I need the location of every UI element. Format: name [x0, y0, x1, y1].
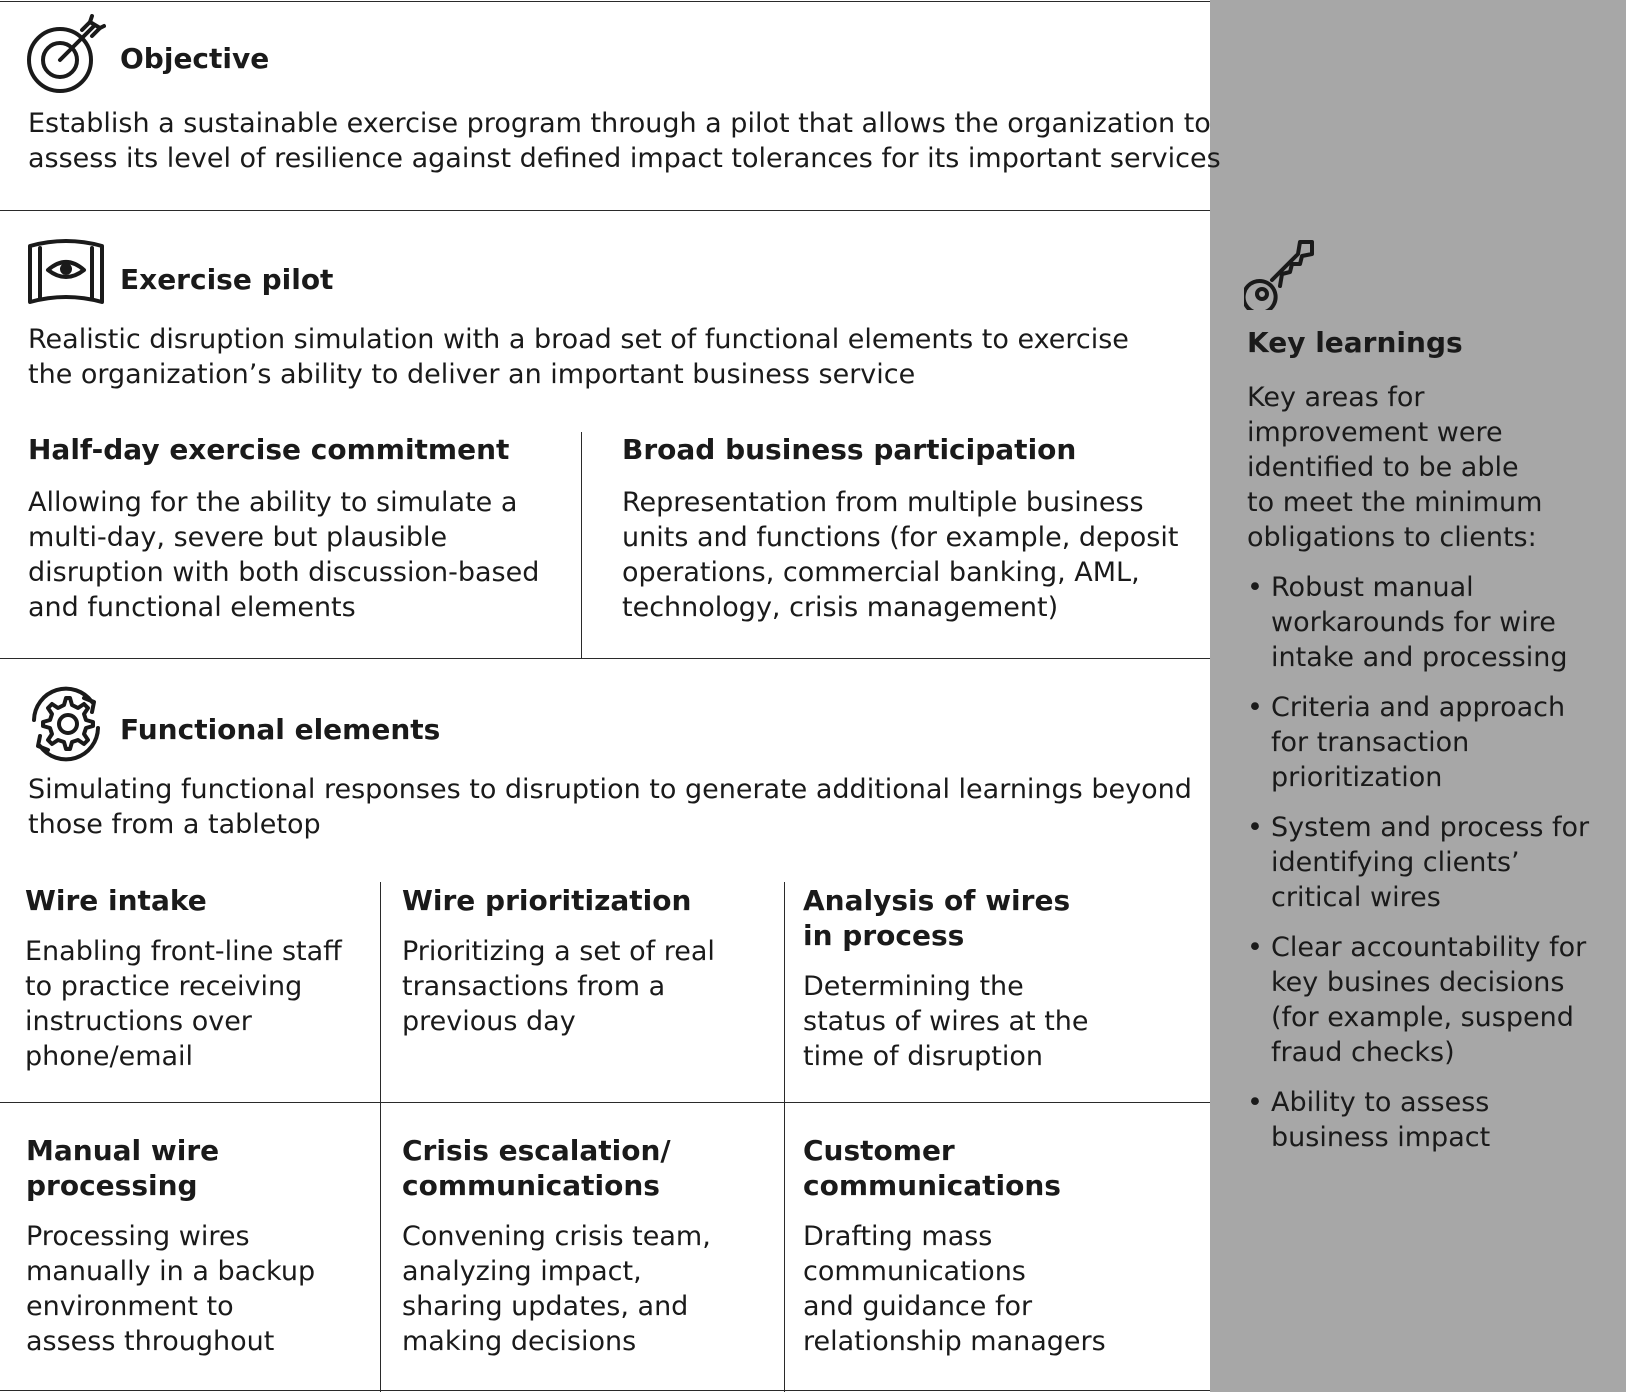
- participation-line: units and functions (for example, deposit: [622, 522, 1179, 553]
- wire-prioritization-description: [402, 934, 715, 1039]
- crisis-escalation-description: [402, 1219, 711, 1359]
- wire-intake-title: [25, 883, 207, 918]
- intro-line: to meet the minimum: [1247, 487, 1543, 518]
- list-item: [1247, 690, 1607, 795]
- key-learnings-title: Key learnings: [1247, 326, 1463, 359]
- objective-line: assess its level of resilience against defined impact tolerances for its important services: [28, 143, 1221, 174]
- bullet-icon: •: [1247, 572, 1263, 603]
- cell-line: instructions over: [25, 1006, 252, 1037]
- broad-participation-title: Broad business participation: [622, 433, 1077, 466]
- cell-title-line: Crisis escalation/: [402, 1134, 671, 1167]
- cell-line: to practice receiving: [25, 971, 303, 1002]
- list-item: [1247, 570, 1607, 675]
- item-line: fraud checks): [1271, 1037, 1455, 1068]
- top-rule: [0, 1, 1210, 2]
- objective-line: Establish a sustainable exercise program through a pilot that allows the organization to: [28, 108, 1211, 139]
- participation-line: operations, commercial banking, AML,: [622, 557, 1140, 588]
- cell-title-line: Analysis of wires: [803, 884, 1071, 917]
- half-day-line: and functional elements: [28, 592, 356, 623]
- item-line: identifying clients’: [1271, 847, 1520, 878]
- cell-line: Prioritizing a set of real: [402, 936, 715, 967]
- analysis-of-wires-title: [803, 883, 1070, 953]
- cell-line: and guidance for: [803, 1291, 1033, 1322]
- cell-title-line: communications: [803, 1169, 1061, 1202]
- bullet-icon: •: [1247, 812, 1263, 843]
- intro-line: Key areas for: [1247, 382, 1425, 413]
- cell-line: analyzing impact,: [402, 1256, 642, 1287]
- divider-cells: [0, 1102, 1210, 1103]
- item-line: workarounds for wire: [1271, 607, 1556, 638]
- list-item: [1247, 930, 1607, 1070]
- wire-prioritization-title: [402, 883, 691, 918]
- pilot-column-divider: [581, 432, 582, 658]
- intro-line: identified to be able: [1247, 452, 1519, 483]
- half-day-line: Allowing for the ability to simulate a: [28, 487, 518, 518]
- item-line: prioritization: [1271, 762, 1443, 793]
- item-line: Robust manual: [1271, 572, 1474, 603]
- wire-intake-description: [25, 934, 342, 1074]
- participation-line: Representation from multiple business: [622, 487, 1144, 518]
- item-line: Clear accountability for: [1271, 932, 1587, 963]
- bullet-icon: •: [1247, 932, 1263, 963]
- cell-title-line: Manual wire: [26, 1134, 220, 1167]
- objective-title: Objective: [120, 42, 270, 75]
- cell-line: relationship managers: [803, 1326, 1106, 1357]
- cell-line: Processing wires: [26, 1221, 250, 1252]
- intro-line: improvement were: [1247, 417, 1503, 448]
- functional-line: those from a tabletop: [28, 809, 321, 840]
- cell-line: making decisions: [402, 1326, 637, 1357]
- cell-line: communications: [803, 1256, 1026, 1287]
- cell-title-line: processing: [26, 1169, 198, 1202]
- key-learnings-intro: [1247, 380, 1542, 555]
- item-line: for transaction: [1271, 727, 1470, 758]
- bullet-icon: •: [1247, 692, 1263, 723]
- gear-cycle-icon: [26, 684, 106, 764]
- analysis-of-wires-description: [803, 969, 1089, 1074]
- functional-elements-description: [28, 772, 1192, 842]
- cell-line: sharing updates, and: [402, 1291, 689, 1322]
- broad-participation-description: [622, 485, 1178, 625]
- panorama-eye-icon: [26, 238, 106, 310]
- cell-title-line: communications: [402, 1169, 660, 1202]
- cell-line: status of wires at the: [803, 1006, 1089, 1037]
- exercise-pilot-description: [28, 322, 1129, 392]
- exercise-pilot-line: Realistic disruption simulation with a broad set of functional elements to exercise: [28, 324, 1129, 355]
- intro-line: obligations to clients:: [1247, 522, 1537, 553]
- list-item: [1247, 810, 1607, 915]
- item-line: System and process for: [1271, 812, 1590, 843]
- exercise-pilot-line: the organization’s ability to deliver an important business service: [28, 359, 916, 390]
- cell-line: phone/email: [25, 1041, 194, 1072]
- cell-title-line: Wire intake: [25, 884, 207, 917]
- cell-line: transactions from a: [402, 971, 666, 1002]
- item-line: (for example, suspend: [1271, 1002, 1574, 1033]
- cell-line: Enabling front-line staff: [25, 936, 342, 967]
- item-line: business impact: [1271, 1122, 1491, 1153]
- cell-line: Convening crisis team,: [402, 1221, 711, 1252]
- item-line: intake and processing: [1271, 642, 1568, 673]
- divider-exercise-pilot: [0, 658, 1210, 659]
- cell-line: time of disruption: [803, 1041, 1043, 1072]
- cell-column-divider-1: [380, 882, 381, 1392]
- key-icon: [1244, 238, 1316, 310]
- item-line: key busines decisions: [1271, 967, 1565, 998]
- cell-title-line: Wire prioritization: [402, 884, 692, 917]
- item-line: critical wires: [1271, 882, 1441, 913]
- half-day-line: multi-day, severe but plausible: [28, 522, 448, 553]
- manual-wire-processing-title: [26, 1133, 219, 1203]
- half-day-line: disruption with both discussion-based: [28, 557, 540, 588]
- cell-line: assess throughout: [26, 1326, 275, 1357]
- participation-line: technology, crisis management): [622, 592, 1059, 623]
- cell-line: environment to: [26, 1291, 234, 1322]
- cell-line: previous day: [402, 1006, 576, 1037]
- customer-communications-description: [803, 1219, 1106, 1359]
- cell-title-line: in process: [803, 919, 965, 952]
- target-icon: [24, 14, 106, 94]
- objective-description: [28, 106, 1221, 176]
- divider-objective: [0, 210, 1210, 211]
- half-day-commitment-title: Half-day exercise commitment: [28, 433, 510, 466]
- cell-column-divider-2: [784, 882, 785, 1392]
- functional-line: Simulating functional responses to disruption to generate additional learnings beyond: [28, 774, 1192, 805]
- exercise-pilot-title: Exercise pilot: [120, 263, 334, 296]
- bullet-icon: •: [1247, 1087, 1263, 1118]
- cell-line: Drafting mass: [803, 1221, 993, 1252]
- cell-line: Determining the: [803, 971, 1024, 1002]
- manual-wire-processing-description: [26, 1219, 315, 1359]
- customer-communications-title: [803, 1133, 1061, 1203]
- half-day-commitment-description: [28, 485, 539, 625]
- cell-line: manually in a backup: [26, 1256, 316, 1287]
- key-learnings-list: [1247, 570, 1607, 1170]
- bottom-rule: [0, 1390, 1210, 1391]
- functional-elements-title: Functional elements: [120, 713, 441, 746]
- item-line: Ability to assess: [1271, 1087, 1490, 1118]
- item-line: Criteria and approach: [1271, 692, 1566, 723]
- cell-title-line: Customer: [803, 1134, 955, 1167]
- list-item: [1247, 1085, 1607, 1155]
- crisis-escalation-title: [402, 1133, 671, 1203]
